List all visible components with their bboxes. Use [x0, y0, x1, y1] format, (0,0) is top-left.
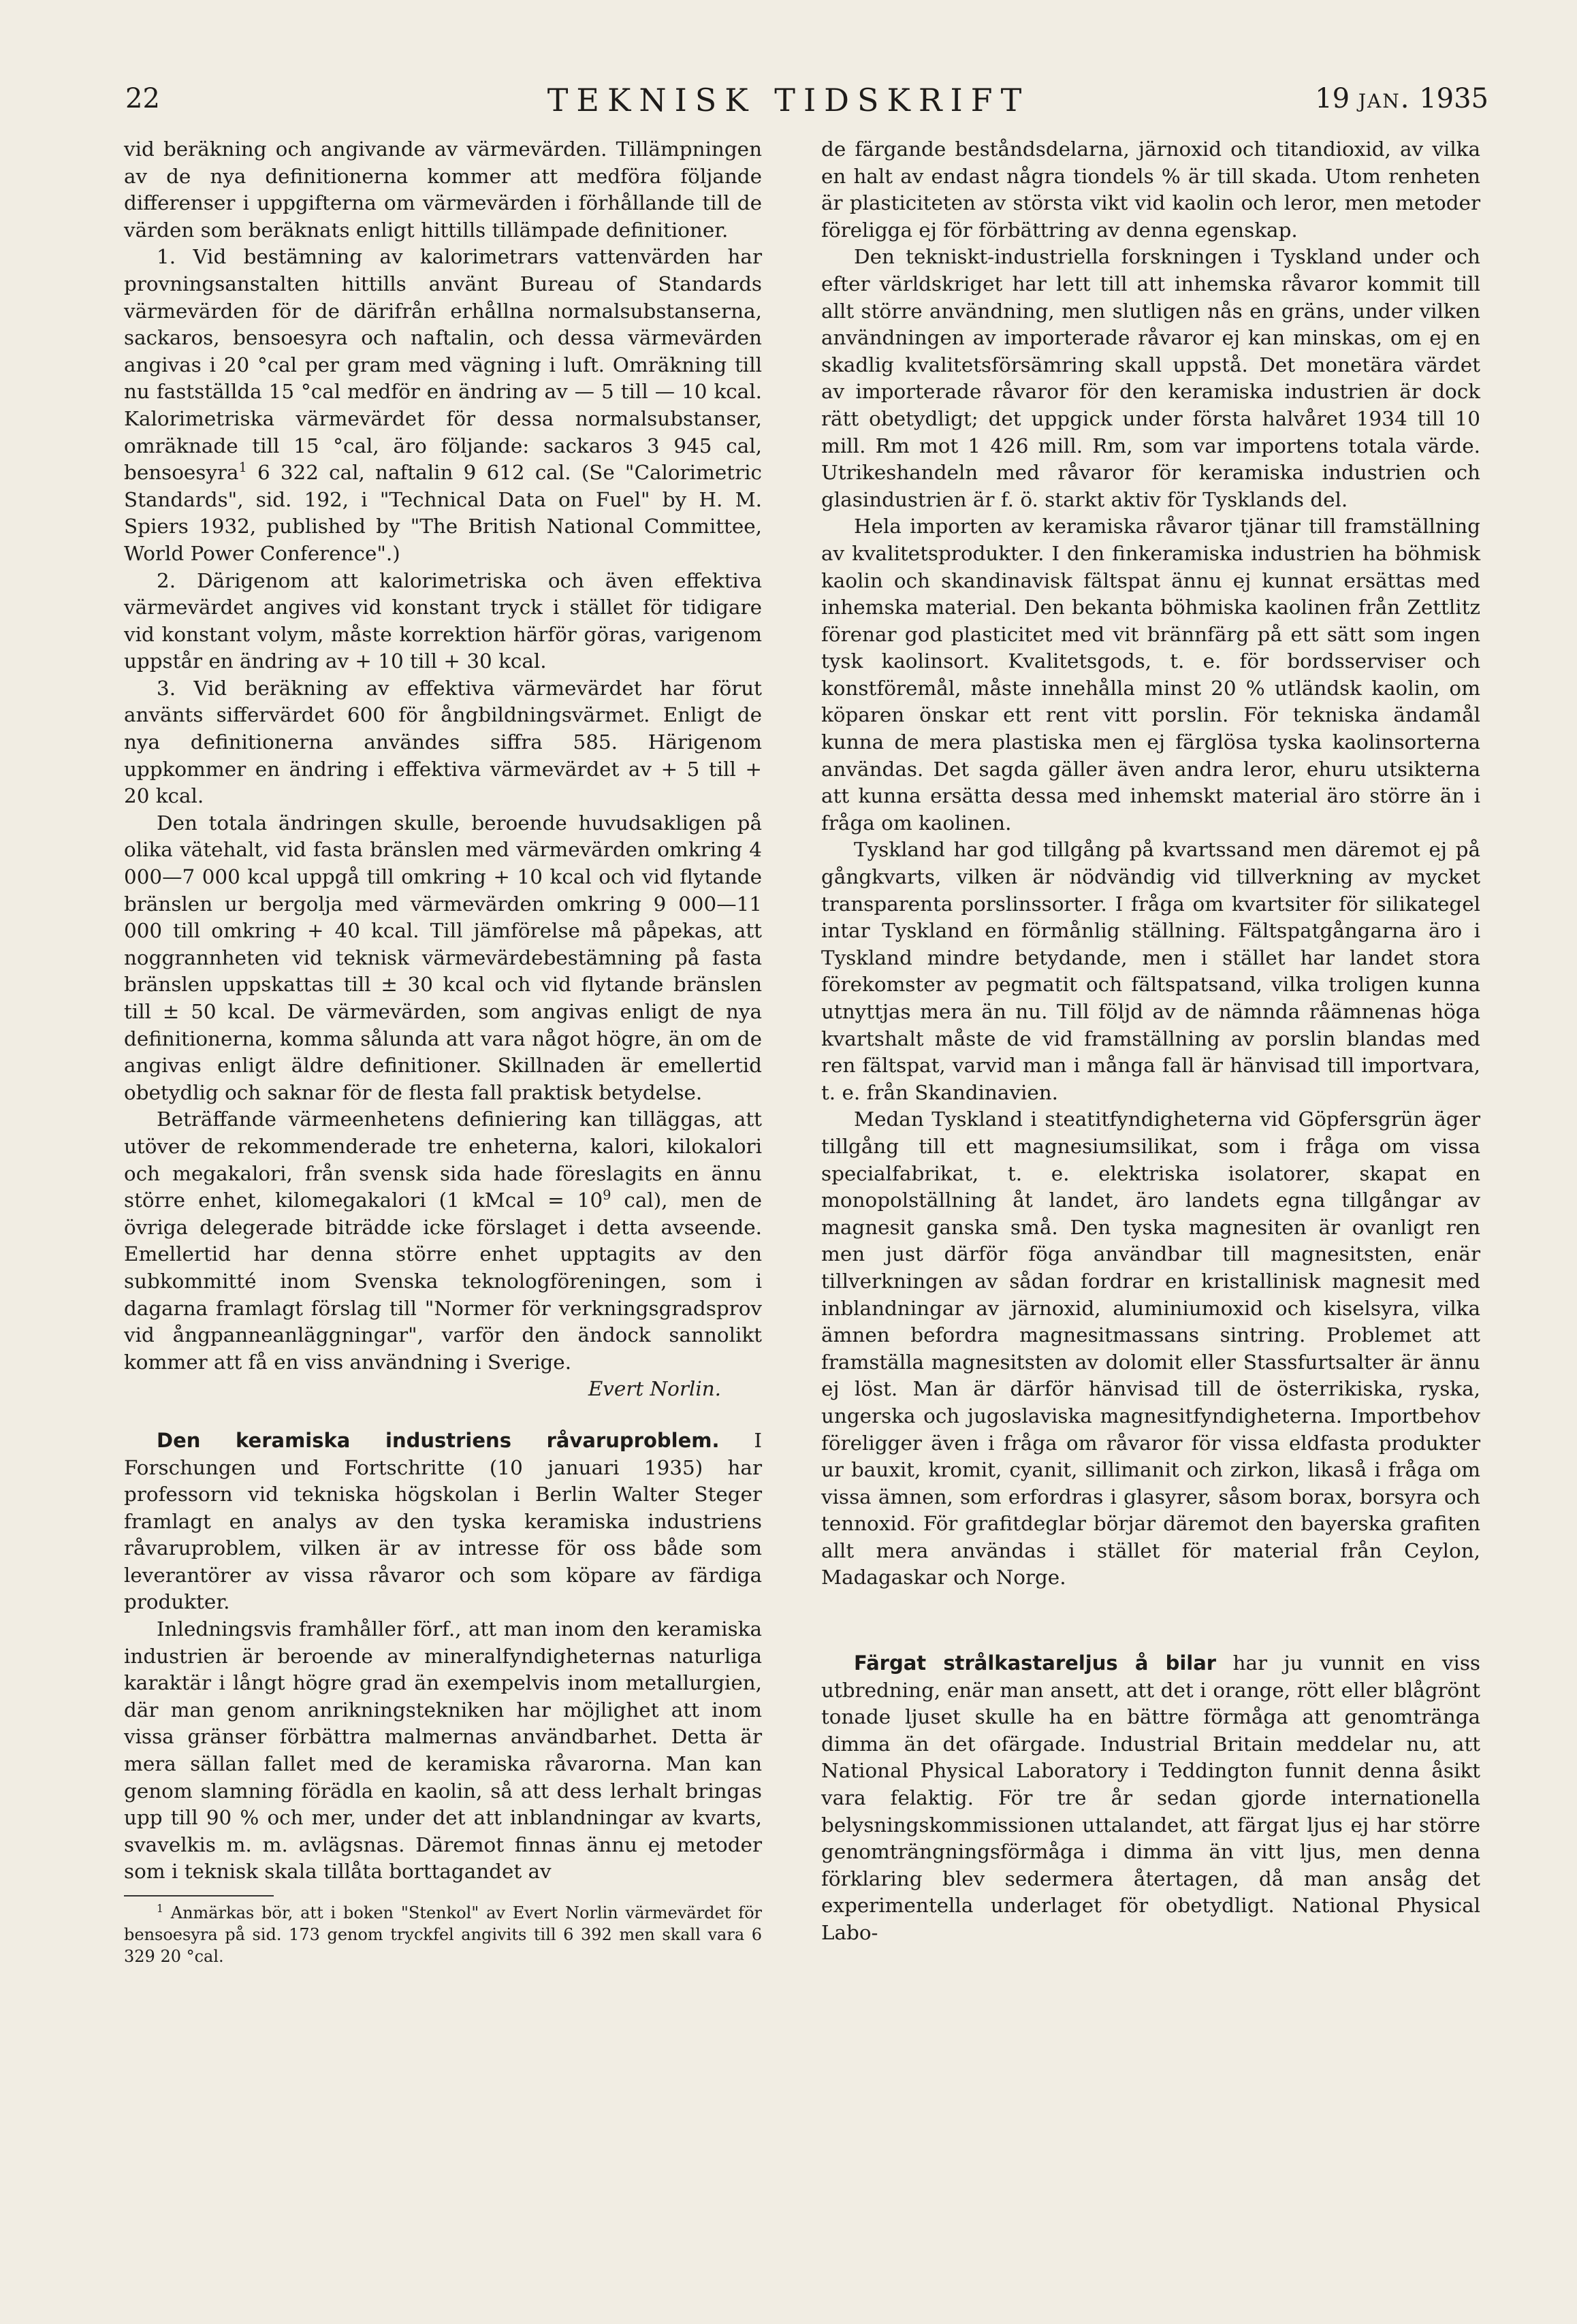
section-heading: Färgat strålkastareljus å bilar: [854, 1651, 1217, 1675]
paragraph-text: har ju vunnit en viss utbredning, enär man ansett, att det i orange, rött eller blågrönt tonade ljuset skulle ha en bättre förmåga att genomtränga dimma än det ofärgade. Industrial Britain meddelar nu, att National Physical Laboratory i Teddington funnit denna åsikt vara felaktig. För tre år sedan gjorde internationella belysningskommissionen uttalandet, att färgat ljus ej har större genomträngningsförmåga i dimma än vitt ljus, men denna förklaring blev sedermera återtagen, då man ansåg det experimentella underlaget för obetydligt. National Physical Labo-: [821, 1651, 1480, 1944]
footnote-mark: 1: [157, 1903, 163, 1915]
paragraph: 3. Vid beräkning av effektiva värmevärdet har förut använts siffervärdet 600 för ångbildningsvärmet. Enligt de nya definitionerna användes siffra 585. Härigenom uppkommer en ändring i effektiva värmevärdet av + 5 till + 20 kcal.: [124, 676, 762, 808]
page-header: [0, 76, 1577, 131]
paragraph-text: 6 322 cal, naftalin 9 612 cal. (Se "Calorimetric Standards", sid. 192, i "Technical Data on Fuel" by H. M. Spiers 1932, published by "The British National Committee, World Power Conference".): [124, 461, 762, 565]
author-signature: Evert Norlin.: [588, 1377, 721, 1401]
footnote: [124, 1902, 762, 1967]
issue-year: 1935: [1419, 83, 1488, 114]
issue-month: jan.: [1358, 83, 1411, 114]
footnote-text: Anmärkas bör, att i boken "Stenkol" av Evert Norlin värmevärdet för bensoesyra på sid. 173 genom tryckfel angivits till 6 392 men skall vara 6 329 20 °cal.: [124, 1903, 762, 1966]
paragraph: Hela importen av keramiska råvaror tjänar till framställning av kvalitetsprodukter. I den finkeramiska industrien ha böhmisk kaolin och skandinavisk fältspat ännu ej kunnat ersättas med inhemska material. Den bekanta böhmiska kaolinen från Zettlitz förenar god plasticitet med vit brännfärg på ett sätt som ingen tysk kaolinsort. Kvalitetsgods, t. e. för bordsserviser och konstföremål, måste innehålla minst 20 % utländsk kaolin, om köparen önskar ett rent vitt porslin. För tekniska ändamål kunna de mera plastiska men ej färglösa tyska kaolinsorterna användas. Det sagda gäller även andra leror, ehuru utsikterna att kunna ersätta dessa med inhemskt material äro större än i fråga om kaolinen.: [821, 515, 1480, 835]
paragraph: [821, 1650, 1480, 1947]
issue-day: 19: [1315, 83, 1350, 114]
paragraph-text: cal), men de övriga delegerade biträdde icke förslaget i detta avseende. Emellertid har denna större enhet upptagits av den subkommitté inom Svenska teknologföreningen, som i dagarna framlagt förslag till "Normer för verkningsgradsprov vid ångpanneanläggningar", varför den ändock sannolikt kommer att få en viss användning i Sverige.: [124, 1189, 762, 1374]
paragraph: Medan Tyskland i steatitfyndigheterna vid Göpfersgrün äger tillgång till ett magnesiumsilikat, som i fråga om vissa specialfabrikat, t. e. elektriska isolatorer, skapat en monopolställning åt landet, äro landets egna tillgångar av magnesit ganska små. Den tyska magnesiten är ovanligt ren men just därför föga användbar till magnesitsten, enär tillverkningen av sådan fordrar en kristallinisk magnesit med inblandningar av järnoxid, aluminiumoxid och kiselsyra, vilka ämnen befordra magnesitmassans sintring. Problemet att framställa magnesitsten av dolomit eller Stassfurtsalter är ännu ej löst. Man är därför hänvisad till de österrikiska, ryska, ungerska och jugoslaviska magnesitfyndigheterna. Importbehov föreligger även i fråga om råvaror för vissa eldfasta produkter ur bauxit, kromit, cyanit, sillimanit och zirkon, likaså i fråga om vissa ämnen, som erfordras i glasyrer, såsom borax, borsyra och tennoxid. För grafitdeglar börjar däremot den bayerska grafiten allt mera användas i stället för material från Ceylon, Madagaskar och Norge.: [821, 1108, 1480, 1589]
paragraph: de färgande beståndsdelarna, järnoxid och titandioxid, av vilka en halt av endast några tiondels % är till skada. Utom renheten är plasticiteten av största vikt vid kaolin och leror, men metoder föreligga ej för förbättring av denna egenskap.: [821, 138, 1480, 242]
paragraph: Den totala ändringen skulle, beroende huvudsakligen på olika vätehalt, vid fasta bränslen med värmevärden omkring 4 000—7 000 kcal uppgå till omkring + 10 kcal och vid flytande bränslen ur bergolja med värmevärden omkring 9 000—11 000 till omkring + 40 kcal. Till jämförelse må påpekas, att noggrannheten vid teknisk värmevärdebestämning på fasta bränslen uppskattas till ± 30 kcal och vid flytande bränslen till ± 50 kcal. De värmevärden, som angivas enligt de nya definitionerna, komma sålunda att vara något högre, än om de angivas enligt äldre definitioner. Skillnaden är emellertid obetydlig och saknar för de flesta fall praktisk betydelse.: [124, 811, 762, 1104]
paragraph: [124, 1427, 762, 1616]
paragraph-text: Beträffande värmeenhetens definiering kan tilläggas, att utöver de rekommenderade tre enheterna, kalori, kilokalori och megakalori, från svensk sida hade föreslagits en ännu större enhet, kilomegakalori (1 kMcal = 10: [124, 1108, 762, 1212]
paragraph: 2. Därigenom att kalorimetriska och även effektiva värmevärdet angives vid konstant tryck i stället för tidigare vid konstant volym, måste korrektion härför göras, varigenom uppstår en ändring av + 10 till + 30 kcal.: [124, 568, 762, 673]
section-heading: Den keramiska industriens råvaruproblem.: [157, 1428, 720, 1452]
paragraph: [124, 1106, 762, 1376]
footnote-rule: [124, 1895, 274, 1897]
paragraph: [124, 244, 762, 567]
journal-title: TEKNISK TIDSKRIFT: [547, 82, 1030, 118]
paragraph: Den tekniskt-industriella forskningen i Tyskland under och efter världskriget har lett till att inhemska råvaror kommit till allt större användning, men slutligen nås en gräns, under vilken användningen av importerade råvaror ej kan minskas, om ej en skadlig kvalitetsförsämring skall uppstå. Det monetära värdet av importerade råvaror för den keramiska industrien är dock rätt obetydligt; det uppgick under första halvåret 1934 till 10 mill. Rm mot 1 426 mill. Rm, som var importens totala värde. Utrikeshandeln med råvaror för keramiska industrien och glasindustrien är f. ö. starkt aktiv för Tysklands del.: [821, 245, 1480, 511]
issue-date: [1315, 83, 1488, 114]
paragraph: vid beräkning och angivande av värmevärden. Tillämpningen av de nya definitionerna kommer att medföra följande differenser i uppgifterna om värmevärden i förhållande till de värden som beräknats enligt hittills tillämpade definitioner.: [124, 138, 762, 242]
exponent: 9: [603, 1187, 611, 1204]
left-column: [124, 136, 762, 1967]
footnote-reference: 1: [238, 459, 247, 476]
right-column: [821, 136, 1480, 1947]
paragraph-text: I Forschungen und Fortschritte (10 januari 1935) har professorn vid tekniska högskolan i Berlin Walter Steger framlagt en analys av den tyska keramiska industriens råvaruproblem, vilken är av intresse för oss både som leverantörer av vissa råvaror och som köpare av färdiga produkter.: [124, 1428, 762, 1614]
paragraph: Tyskland har god tillgång på kvartssand men däremot ej på gångkvarts, vilken är nödvändig vid tillverkning av mycket transparenta porslinssorter. I fråga om kvartsiter för silikategel intar Tyskland en förmånlig ställning. Fältspatgångarna äro i Tyskland mindre betydande, men i stället har landet stora förekomster av pegmatit och fältspatsand, vilka troligen kunna utnyttjas mera än nu. Till följd av de nämnda råämnenas höga kvartshalt måste de vid framställning av porslin blandas med ren fältspat, varvid man i många fall är hänvisad till importvara, t. e. från Skandinavien.: [821, 838, 1480, 1104]
paragraph-text: 1. Vid bestämning av kalorimetrars vattenvärden har provningsanstalten hittills använt Bureau of Standards värmevärden för de därifrån erhållna normalsubstanserna, sackaros, bensoesyra och naftalin, och dessa värmevärden angivas i 20 °cal per gram med vägning i luft. Omräkning till nu fastställda 15 °cal medför en ändring av — 5 till — 10 kcal. Kalorimetriska värmevärdet för dessa normalsubstanser, omräknade till 15 °cal, äro följande: sackaros 3 945 cal, bensoesyra: [124, 245, 762, 485]
page-number: 22: [125, 83, 160, 114]
paragraph: Inledningsvis framhåller förf., att man inom den keramiska industrien är beroende av mineralfyndigheternas naturliga karaktär i långt högre grad än exempelvis inom metallurgien, där man genom anrikningstekniken har möjlighet att inom vissa gränser förbättra malmernas användbarhet. Detta är mera sällan fallet med de keramiska råvarorna. Man kan genom slamning förädla en kaolin, så att dess lerhalt bringas upp till 90 % och mer, under det att inblandningar av kvarts, svavelkis m. m. avlägsnas. Däremot finnas ännu ej metoder som i teknisk skala tillåta borttagandet av: [124, 1617, 762, 1884]
